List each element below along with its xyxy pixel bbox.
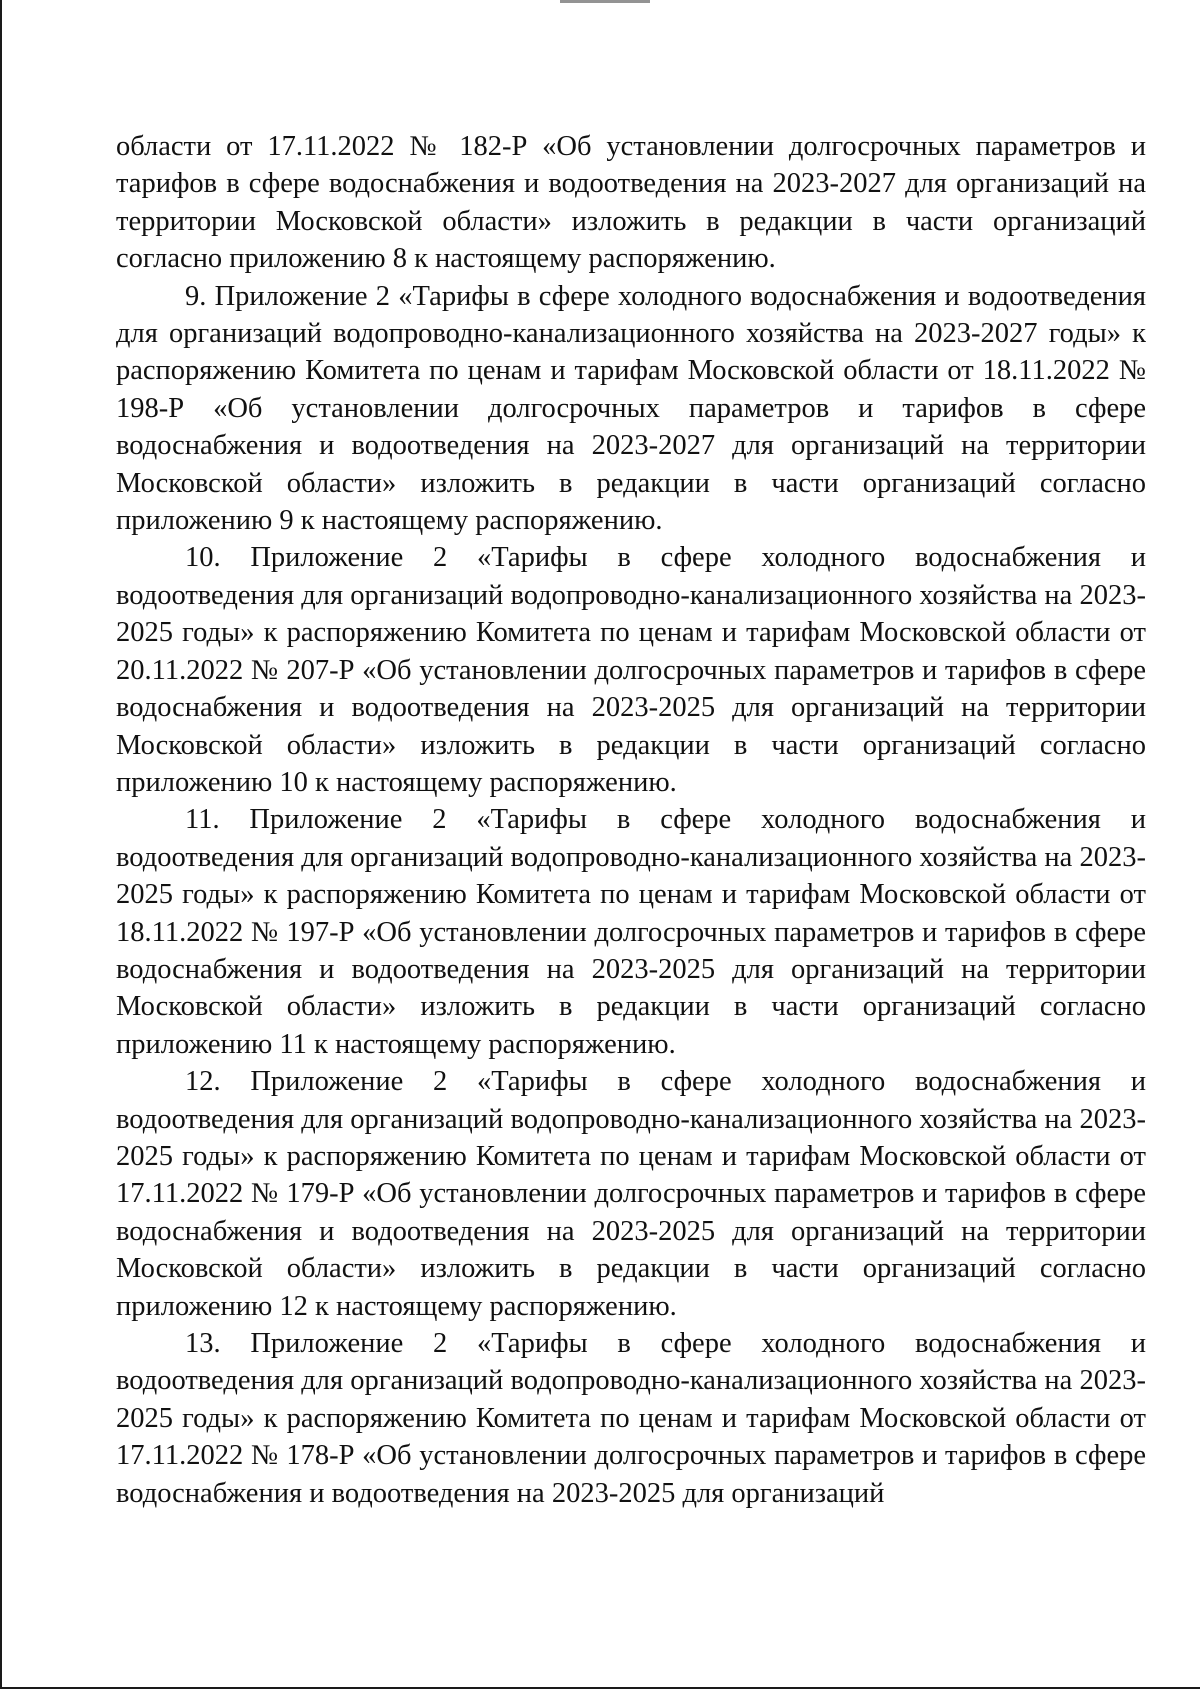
paragraph-item-12: 12. Приложение 2 «Тарифы в сфере холодного водоснабжения и водоотведения для организаций водопроводно-канализационного хозяйства на 2023-2025 годы» к распоряжению Комитета по ценам и тарифам Московской области от 17.11.2022 № 179-Р «Об установлении долгосрочных параметров и тарифов в сфере водоснабжения и водоотведения на 2023-2025 для организаций на территории Московской области» изложить в редакции в части организаций согласно приложению 12 к настоящему распоряжению. (116, 1066, 1146, 1322)
paragraph-continuation: области от 17.11.2022 № 182-Р «Об установлении долгосрочных параметров и тарифов в сфере водоснабжения и водоотведения на 2023-2027 для организаций на территории Московской области» изложить в редакции в части организаций согласно приложению 8 к настоящему распоряжению. (116, 131, 1146, 275)
document-body (116, 128, 1146, 1512)
paragraph-item-13: 13. Приложение 2 «Тарифы в сфере холодного водоснабжения и водоотведения для организаций водопроводно-канализационного хозяйства на 2023-2025 годы» к распоряжению Комитета по ценам и тарифам Московской области от 17.11.2022 № 178-Р «Об установлении долгосрочных параметров и тарифов в сфере водоснабжения и водоотведения на 2023-2025 для организаций (116, 1328, 1146, 1509)
paragraph-item-10: 10. Приложение 2 «Тарифы в сфере холодного водоснабжения и водоотведения для организаций водопроводно-канализационного хозяйства на 2023-2025 годы» к распоряжению Комитета по ценам и тарифам Московской области от 20.11.2022 № 207-Р «Об установлении долгосрочных параметров и тарифов в сфере водоснабжения и водоотведения на 2023-2025 для организаций на территории Московской области» изложить в редакции в части организаций согласно приложению 10 к настоящему распоряжению. (116, 542, 1146, 798)
scan-left-edge (0, 0, 2, 1689)
paragraph-item-9: 9. Приложение 2 «Тарифы в сфере холодного водоснабжения и водоотведения для организаций водопроводно-канализационного хозяйства на 2023-2027 годы» к распоряжению Комитета по ценам и тарифам Московской области от 18.11.2022 № 198-Р «Об установлении долгосрочных параметров и тарифов в сфере водоснабжения и водоотведения на 2023-2027 для организаций на территории Московской области» изложить в редакции в части организаций согласно приложению 9 к настоящему распоряжению. (116, 280, 1146, 537)
paragraph-item-11: 11. Приложение 2 «Тарифы в сфере холодного водоснабжения и водоотведения для организаций водопроводно-канализационного хозяйства на 2023-2025 годы» к распоряжению Комитета по ценам и тарифам Московской области от 18.11.2022 № 197-Р «Об установлении долгосрочных параметров и тарифов в сфере водоснабжения и водоотведения на 2023-2025 для организаций на территории Московской области» изложить в редакции в части организаций согласно приложению 11 к настоящему распоряжению. (116, 804, 1146, 1060)
scan-top-mark (560, 0, 650, 3)
